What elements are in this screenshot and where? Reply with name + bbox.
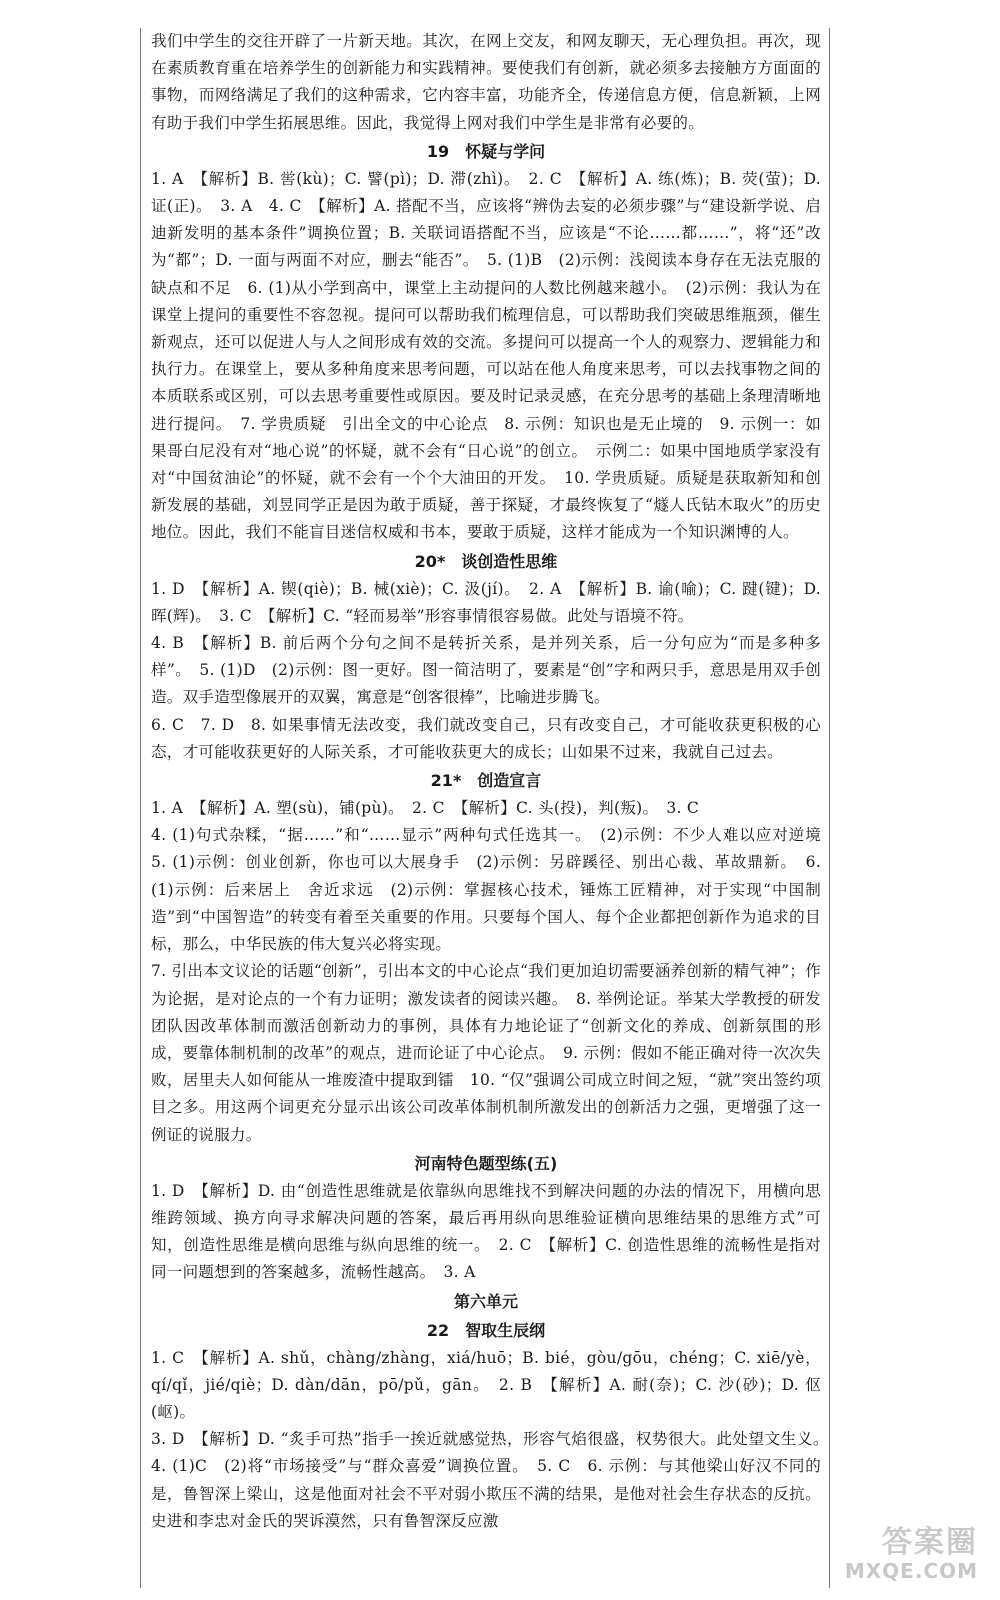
answer-page bbox=[140, 28, 837, 1588]
site-watermark bbox=[798, 1526, 978, 1586]
section-paragraph: 1. A 【解析】A. 塑(sù)，铺(pù)。 2. C 【解析】C. 头(投)，判(叛)。 3. C bbox=[151, 799, 700, 818]
section-paragraph: 4. (1)句式杂糅，“据……”和“……显示”两种句式任选其一。 (2)示例：不少人难以应对逆境 5. (1)示例：创业创新，你也可以大展身手 (2)示例：另辟蹊径、别出心裁、革故鼎新。 6. (1)示例：后来居上 舍近求远 (2)示例：掌握核心技术，锤炼工匠精神，对于实现“中国制造”到“中国智造”的转变有着至关重要的作用。只要每个国人、每个企业都把创新作为追求的目标，那么，中华民族的伟大复兴必将实现。 bbox=[151, 826, 837, 954]
unit-six bbox=[151, 1287, 821, 1316]
section-paragraph: 1. D 【解析】A. 锲(qiè)；B. 械(xiè)；C. 汲(jí)。 2. A 【解析】B. 谕(喻)；C. 踺(键)；D. 晖(辉)。 3. C 【解析】C. “轻而易举”形容事情很容易做。此处与语境不符。 bbox=[151, 579, 821, 625]
section-title: 河南特色题型练(五) bbox=[414, 1153, 558, 1173]
watermark-url: MXQE.COM bbox=[844, 1559, 978, 1583]
section-paragraph: 4. B 【解析】B. 前后两个分句之间不是转折关系，是并列关系，后一分句应为“而是多种多样”。 5. (1)D (2)示例：图一更好。图一简洁明了，要素是“创”字和两只手，意思是用双手创造。双手造型像展开的双翼，寓意是“创客很棒”，比喻进步腾飞。 bbox=[151, 634, 821, 707]
section-19 bbox=[151, 137, 821, 547]
section-henan-practice bbox=[151, 1149, 821, 1287]
section-21 bbox=[151, 766, 837, 1149]
watermark-logo-text: 答案圈 bbox=[882, 1525, 978, 1560]
section-paragraph: 1. D 【解析】D. 由“创造性思维就是依靠纵向思维找不到解决问题的办法的情况下，用横向思维跨领域、换方向寻求解决问题的答案，最后再用纵向思维验证横向思维结果的思维方式”可知，创造性思维是横向思维与纵向思维的统一。 2. C 【解析】C. 创造性思维的流畅性是指对同一问题想到的答案越多，流畅性越高。 3. A bbox=[151, 1181, 821, 1282]
section-paragraph: 7. 引出本文议论的话题“创新”，引出本文的中心论点“我们更加迫切需要涵养创新的精气神”；作为论据，是对论点的一个有力证明；激发读者的阅读兴趣。 8. 举例论证。举某大学教授的研发团队因改革体制而激活创新动力的事例，具体有力地论证了“创新文化的养成、创新氛围的形成，要靠体制机制的改革”的观点，进而论证了中心论点。 9. 示例：假如不能正确对待一次次失败，居里夫人如何能从一堆废渣中提取到镭 10. “仅”强调公司成立时间之短，“就”突出签约项目之多。用这两个词更充分显示出该公司改革体制机制所激发出的创新活力之强，更增强了这一例证的说服力。 bbox=[151, 962, 821, 1144]
section-title: 21* 创造宣言 bbox=[430, 771, 542, 791]
section-20 bbox=[151, 547, 821, 766]
section-paragraph: 1. C 【解析】A. shǔ，chàng/zhàng，xiá/huō；B. bié，gòu/gōu，chéng；C. xiē/yè，qí/qǐ，jié/qiè；D. dàn/dān，pō/pǔ，gān。 2. B 【解析】A. 耐(奈)；C. 沙(砂)；D. 伛(岖)。 bbox=[151, 1348, 821, 1421]
section-paragraph: 1. A 【解析】B. 喾(kù)；C. 譬(pì)；D. 滞(zhì)。 2. C 【解析】A. 练(炼)；B. 荧(萤)；D. 证(正)。 3. A 4. C 【解析】A. 搭配不当，应该将“辨伪去妄的必须步骤”与“建设新学说、启迪新发明的基本条件”调换位置；B. 关联词语搭配不当，应该是“不论……都……”，将“还”改为“都”；D. 一面与两面不对应，删去“能否”。 5. (1)B (2)示例：浅阅读本身存在无法克服的缺点和不足 6. (1)从小学到高中，课堂上主动提问的人数比例越来越小。 (2)示例：我认为在课堂上提问的重要性不容忽视。提问可以帮助我们梳理信息，可以帮助我们突破思维瓶颈，催生新观点，还可以促进人与人之间形成有效的交流。多提问可以提高一个人的观察力、逻辑能力和执行力。在课堂上，要从多种角度来思考问题，可以站在他人角度来思考，可以去找事物之间的本质联系或区别，可以去思考重要性或原因。要及时记录灵感，在充分思考的基础上条理清晰地进行提问。 7. 学贵质疑 引出全文的中心论点 8. 示例：知识也是无止境的 9. 示例一：如果哥白尼没有对“地心说”的怀疑，就不会有“日心说”的创立。 示例二：如果中国地质学家没有对“中国贫油论”的怀疑，就不会有一个个大油田的开发。 10. 学贵质疑。质疑是获取新知和创新发展的基础，刘昱同学正是因为敢于质疑，善于探疑，才最终恢复了“燧人氏钻木取火”的历史地位。因此，我们不能盲目迷信权威和书本，要敢于质疑，这样才能成为一个知识渊博的人。 bbox=[151, 169, 821, 542]
section-paragraph: 3. D 【解析】D. “炙手可热”指手一挨近就感觉热，形容气焰很盛，权势很大。此处望文生义。 4. (1)C (2)将“市场接受”与“群众喜爱”调换位置。 5. C 6. 示例：与其他梁山好汉不同的是，鲁智深上梁山，这是他面对社会不平对弱小欺压不满的结果，是他对社会生存状态的反抗。史进和李忠对金氏的哭诉漠然，只有鲁智深反应激 bbox=[151, 1430, 837, 1530]
unit-title: 第六单元 bbox=[453, 1291, 518, 1311]
section-title: 19 怀疑与学问 bbox=[426, 141, 546, 161]
section-title: 22 智取生辰纲 bbox=[426, 1320, 546, 1340]
intro-paragraph: 我们中学生的交往开辟了一片新天地。其次，在网上交友，和网友聊天，无心理负担。再次，现在素质教育重在培养学生的创新能力和实践精神。要使我们有创新，就必须多去接触方方面面的事物，而网络满足了我们的这种需求，它内容丰富，功能齐全，传递信息方便，信息新颖，上网有助于我们中学生拓展思维。因此，我觉得上网对我们中学生是非常有必要的。 bbox=[151, 32, 821, 132]
section-title: 20* 谈创造性思维 bbox=[414, 551, 558, 571]
section-paragraph: 6. C 7. D 8. 如果事情无法改变，我们就改变自己，只有改变自己，才可能收获更积极的心态，才可能收获更好的人际关系，才可能收获更大的成长；山如果不过来，我就自己过去。 bbox=[151, 715, 821, 761]
section-22 bbox=[151, 1316, 837, 1535]
